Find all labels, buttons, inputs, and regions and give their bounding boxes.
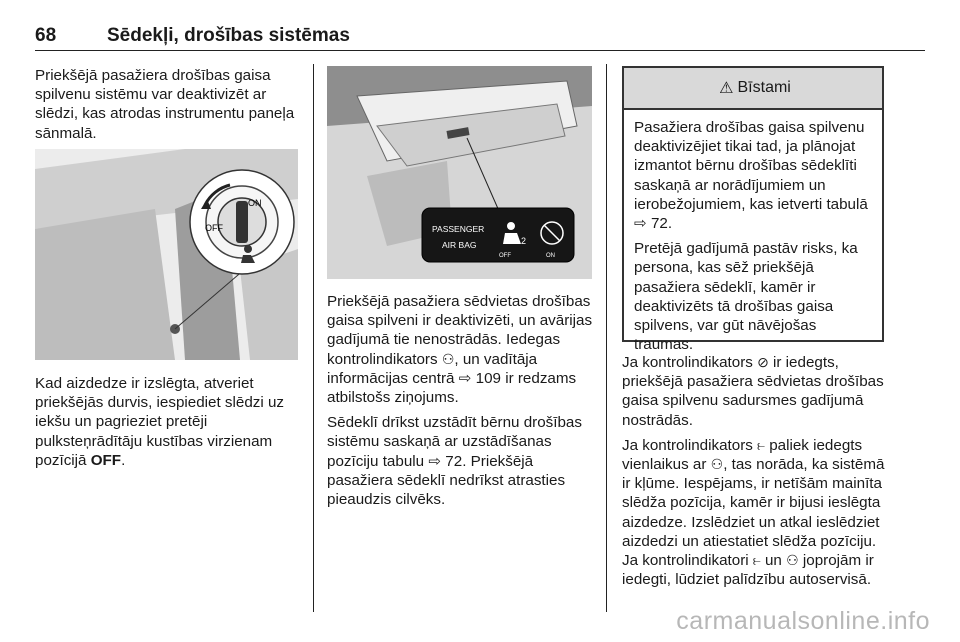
- airbag-warning-icon: ⥼: [752, 552, 761, 569]
- watermark: carmanualsonline.info: [676, 607, 930, 635]
- airbag-off-icon: ⚇: [441, 350, 455, 367]
- passenger-label: PASSENGER: [432, 224, 485, 234]
- deactivated-paragraph: Priekšējā pasažiera sēdvietas drošības gaisa spilveni ir deaktivizēti, un avārijas gadījumā tie nenostrādās. Iedegas kontrolindikators ⚇, un vadītāja informācijas centrā ⇨ 109 ir redzams atbilstošs ziņojums.: [327, 293, 593, 407]
- warning-header: [624, 68, 882, 110]
- intro-paragraph: Priekšējā pasažiera drošības gaisa spilvenu sistēmu var deaktivizēt ar slēdzi, kas atrodas instrumentu paneļa sānmalā.: [35, 67, 295, 142]
- col3-text: [622, 353, 892, 595]
- on-indicator-paragraph: Ja kontrolindikators ⊘ ir iedegts, priekšējā pasažiera sēdvietas drošības gaisa spilvenu sadursmes gadījumā nostrādās.: [622, 354, 884, 429]
- column-divider-2: [606, 64, 607, 612]
- svg-text:2: 2: [521, 236, 527, 246]
- arrow-ref-icon: ⇨: [458, 369, 472, 387]
- warning-triangle-icon: ⚠: [719, 80, 734, 97]
- switch-illustration: [35, 149, 298, 360]
- airbag-warning-icon: ⥼: [757, 436, 765, 453]
- arrow-ref-icon: ⇨: [634, 215, 647, 233]
- instruction-text: [35, 374, 300, 476]
- warning-title: Bīstami: [737, 79, 791, 96]
- intro-text: [35, 66, 300, 149]
- airbag-off-icon: ⚇: [710, 456, 724, 473]
- page-number: 68: [35, 25, 57, 46]
- switch-off-label: OFF: [205, 223, 223, 233]
- danger-warning-box: [622, 66, 884, 354]
- switch-figure: [35, 149, 298, 360]
- airbag-label: AIR BAG: [442, 240, 477, 250]
- airbag-on-icon: ⊘: [757, 354, 769, 370]
- indicator-illustration: [327, 66, 592, 279]
- switch-on-label: ON: [248, 198, 262, 208]
- indicator-on-label: ON: [546, 253, 555, 259]
- warning-paragraph-2: Pretējā gadījumā pastāv risks, ka persona, kas sēž priekšējā pasažiera sēdeklī, kamēr ir deaktivizēts tā drošības gaisa spilvens, var gūt nāvējošas traumas.: [634, 240, 858, 354]
- off-keyword: OFF: [90, 451, 122, 469]
- chapter-title: Sēdekļi, drošības sistēmas: [107, 25, 350, 46]
- warning-body: [624, 110, 882, 354]
- column-divider-1: [313, 64, 314, 612]
- arrow-ref-icon: ⇨: [428, 452, 442, 470]
- instruction-paragraph: Kad aizdedze ir izslēgta, atveriet priekšējās durvis, iespiediet slēdzi uz iekšu un pagrieziet pretēji pulksteņrādītāju kustības virzienam pozīcijā OFF.: [35, 375, 285, 469]
- page-header: [35, 25, 925, 55]
- fault-paragraph: Ja kontrolindikators ⥼ paliek iedegts vienlaikus ar ⚇, tas norāda, ka sistēmā ir kļūme. Iespējams, ir netīšām mainīta slēdža pozīcija, kamēr ir bijusi ieslēgta aizdedze. Izslēdziet un atkal ieslēdziet aizdedzi un atiestatiet slēdža pozīciju. Ja kontrolindikatori ⥼ un ⚇ joprojām ir iedegti, lūdziet palīdzību autoservisā.: [622, 436, 885, 589]
- airbag-off-icon: ⚇: [786, 552, 799, 569]
- indicator-off-label: OFF: [499, 253, 511, 259]
- warning-paragraph-1: Pasažiera drošības gaisa spilvenu deaktivizējiet tikai tad, ja plānojat izmantot bērnu drošības sēdeklīti saskaņā ar norādījumiem un ierobežojumiem, kas ietverti tabulā ⇨ 72.: [634, 119, 868, 233]
- indicator-figure: [327, 66, 592, 279]
- col2-text: [327, 292, 599, 515]
- child-seat-paragraph: Sēdeklī drīkst uzstādīt bērnu drošības sistēmu saskaņā ar uzstādīšanas pozīciju tabulu ⇨ 72. Priekšējā pasažiera sēdeklī nedrīkst atrasties pieaudzis cilvēks.: [327, 414, 582, 509]
- header-divider: [35, 50, 925, 51]
